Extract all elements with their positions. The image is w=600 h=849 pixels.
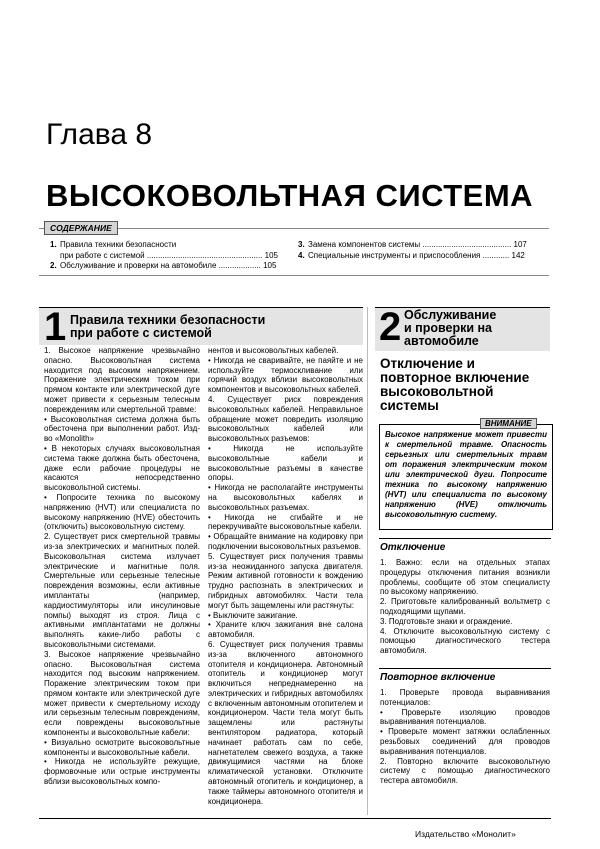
column-2 [208, 346, 363, 806]
column-1 [44, 346, 200, 787]
list-item: 2. Повторно включите высоковольтную систему с помощью диагностического тестера автомобиля. [380, 756, 550, 786]
divider [379, 538, 551, 539]
toc-item-num: 4. [298, 250, 305, 260]
paragraph: • Обращайте внимание на кодировку при подключении высоковольтных разъемов. [208, 532, 363, 551]
toc-item-text: Замена компонентов системы ........................................ 107 [308, 240, 527, 249]
toc-item-text: Правила техники безопасности [60, 240, 177, 249]
paragraph: • Храните ключ зажигания вне салона автомобиля. [208, 620, 363, 640]
section1-title-line: при работе с системой [70, 326, 212, 340]
paragraph: нентов и высоковольтных кабелей. [208, 346, 339, 355]
toc-left-column [50, 240, 282, 272]
footer-rule [39, 818, 551, 819]
toc-item-text: при работе с системой .................................................... 105 [60, 250, 278, 260]
divider [379, 668, 551, 669]
paragraph: • Никогда не сгибайте и не перекручивайте высоковольтные кабели. [208, 512, 363, 532]
list-item: 3. Подготовьте знаки и ограждение. [380, 616, 513, 626]
publisher-footer: Издательство «Монолит» [415, 829, 516, 839]
toc-item[interactable] [298, 240, 536, 251]
warning-label: ВНИМАНИЕ [480, 418, 537, 429]
warning-text: Высокое напряжение может привести к смертельной травме. Опасность серьезных или смертельных травм от поражения электрическим током или электрической дуги. Попросите техника по высокому напряжению (HVT) или специалиста по высокому напряжению (HVE) отключить высоковольтную систему. [385, 430, 547, 519]
section1-title-line: Правила техники безопасности [70, 313, 266, 327]
toc-item-num [50, 251, 60, 262]
paragraph: • Визуально осмотрите высоковольтные компоненты и высоковольтные кабели. [44, 737, 200, 757]
paragraph: • В некоторых случаях высоковольтная система также должна быть обесточена, даже если рабочие процедуры не касаются непосредственно высоковольтной системы. [44, 443, 200, 493]
paragraph: 4. Существует риск повреждения высоковольтных кабелей. Неправильное обращение может повредить изоляцию высоковольтных кабелей или высоковольтных разъемов: [208, 394, 363, 444]
paragraph: 6. Существует риск получения травмы из-за включенного автономного отопителя и кондиционера. Автономный отопитель и кондиционер могут включиться непреднамеренно на электрических и гибридных автомобилях с включенным автономным отопителем и кондиционером. Части тела могут быть защемлены или растянуты вентилятором радиатора, который начинает работать сам по себе, нагнетателем свежего воздуха, а также движущимися частями на блоке климатической установки. Отключите автономный отопитель и кондиционер, а также таймеры автономного отопителя и кондиционера. [208, 639, 363, 806]
toc-item-num: 3. [298, 240, 305, 249]
on-list [380, 688, 550, 786]
section1-number: 1 [44, 305, 67, 349]
paragraph: 5. Существует риск получения травмы из-за неожиданного запуска двигателя. Режим активной готовности к вождению трудно распознать в электрических и гибридных автомобилях. Части тела могут быть защемлены или растянуты: [208, 551, 363, 610]
off-list [380, 558, 550, 656]
subsection-title: Отключение и повторное включение высоковольтной системы [380, 356, 530, 413]
section2-title-line: и проверки на [404, 321, 493, 335]
paragraph: • Никогда не сваривайте, не паяйте и не используйте термоскливание или горячий воздух вблизи высоковольтных компонентов и высоковольтных кабелей. [208, 355, 363, 395]
paragraph: 2. Существует риск смертельной травмы из-за электрических и магнитных полей. Высоковольтная система излучает электрические и магнитные поля. Смертельные или серьезные телесные повреждения возможны, если активные имплантаты (например, кардиостимуляторы или инсулиновые помпы) выходят из строя. Лица с активными имплантатами не должны выполнять какие-либо работы с высоковольтными системами. [44, 532, 200, 649]
paragraph: • Выключите зажигание. [208, 610, 298, 620]
paragraph: • Высоковольтная система должна быть обесточена при выполнении работ. Изд-во «Monolith» [44, 414, 200, 444]
paragraph: • Никогда не используйте высоковольтные кабели и высоковольтные разъемы в качестве опоры. [208, 443, 363, 483]
toc-item-text: Специальные инструменты и приспособления ............ 142 [308, 250, 525, 260]
toc-item-num: 2. [50, 261, 57, 270]
paragraph: • Никогда не располагайте инструменты на высоковольтных кабелях и высоковольтных разъемах. [208, 483, 363, 512]
toc-item[interactable] [298, 251, 536, 262]
chapter-label: Глава 8 [46, 118, 153, 151]
toc-item-text: Обслуживание и проверки на автомобиле ................... 105 [60, 261, 277, 270]
on-heading: Повторное включение [380, 672, 496, 683]
section1-title [70, 314, 265, 340]
page-title: ВЫСОКОВОЛЬТНАЯ СИСТЕМА [46, 178, 534, 213]
toc-item[interactable] [50, 261, 282, 272]
toc-item-num: 1. [50, 240, 57, 249]
paragraph: 3. Высокое напряжение чрезвычайно опасно. Высоковольтная система находится под высоким напряжением. Поражение электрическим током при прямом контакте или электрической дуге может привести к смертельному исходу или серьезным телесным повреждениям, если повреждены высоковольтные компоненты и высоковольтные кабели: [44, 649, 200, 738]
section2-title-line: автомобиле [404, 334, 479, 348]
toc-item[interactable] [50, 251, 282, 262]
section2-title-line: Обслуживание [404, 308, 497, 322]
list-item: 4. Отключите высоковольтную систему с помощью диагностического тестера автомобиля. [380, 626, 550, 656]
toc-right-column [298, 240, 536, 261]
column-divider [367, 307, 368, 815]
paragraph: • Попросите техника по высокому напряжению (HVT) или специалиста по высокому напряжению (HVE) обесточить (отключить) высоковольтную систему. [44, 492, 200, 532]
paragraph: • Никогда не используйте режущие, формовочные или острые инструменты вблизи высоковольтных компо- [44, 757, 200, 787]
list-item: • Проверьте изоляцию проводов выравнивания потенциалов. [380, 707, 550, 727]
section2-title [404, 309, 496, 348]
list-item: 1. Важно: если на отдельных этапах процедуры отключения питания возникли проблемы, сообщите об этом специалисту по высокому напряжению. [380, 558, 550, 597]
list-item: 1. Проверьте провода выравнивания потенциалов: [380, 688, 550, 707]
toc-item[interactable] [50, 240, 282, 251]
list-item: • Проверьте момент затяжки ослабленных резьбовых соединений для проводов выравнивания потенциалов. [380, 727, 550, 756]
list-item: 2. Приготовьте калиброванный вольтметр с подходящими щупами. [380, 597, 550, 616]
paragraph: 1. Высокое напряжение чрезвычайно опасно. Высоковольтная система находится под высоким напряжением. Поражение электрическим током при прямом контакте или электрической дуге может привести к серьезным телесным повреждениям или смертельной травме: [44, 346, 200, 414]
section2-number: 2 [379, 305, 402, 349]
toc-label: СОДЕРЖАНИЕ [44, 221, 118, 235]
off-heading: Отключение [380, 542, 446, 553]
